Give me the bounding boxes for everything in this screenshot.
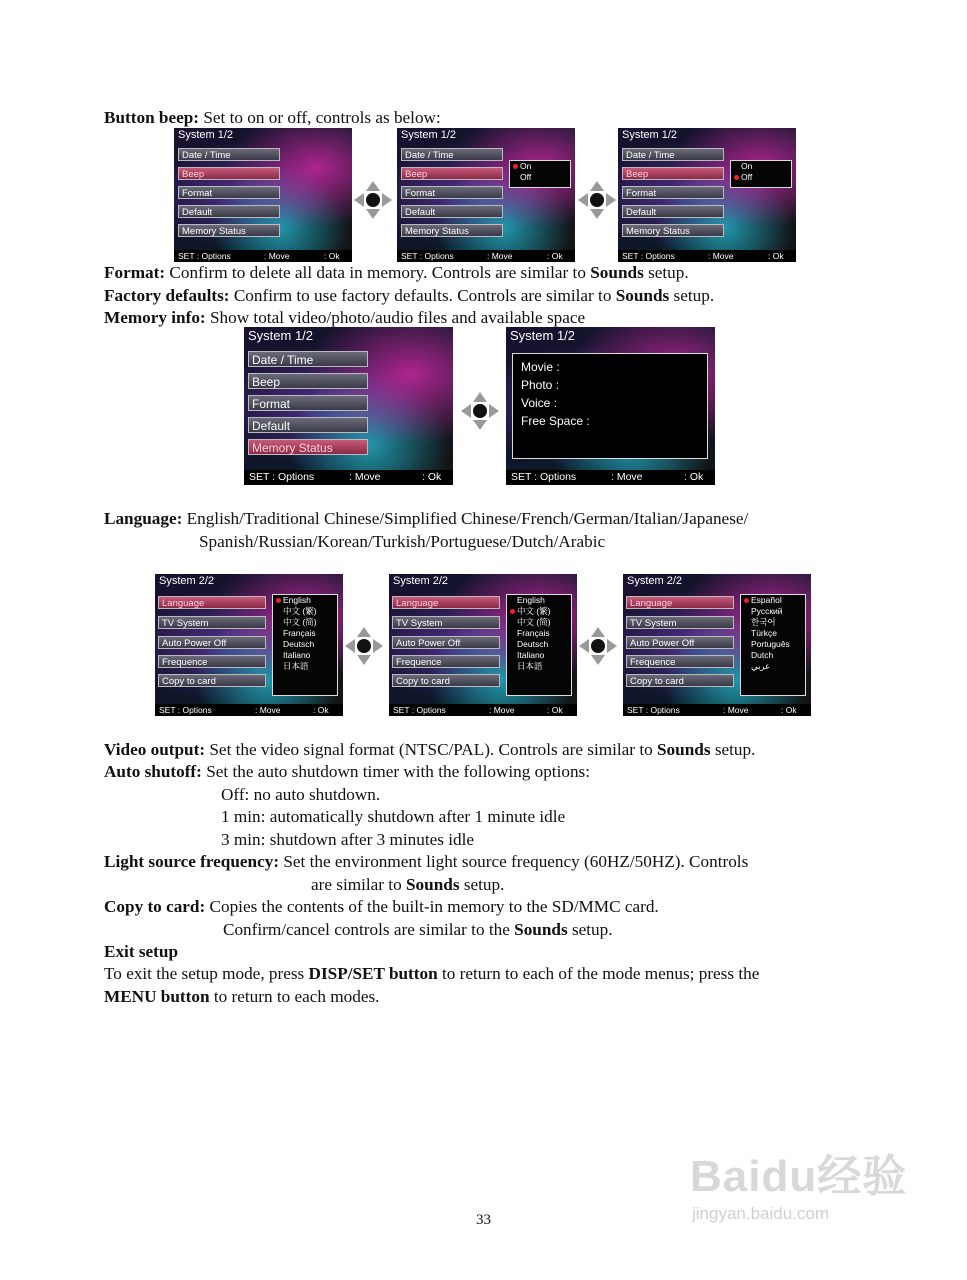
factory-text-end: setup. — [669, 286, 715, 305]
lang-option[interactable]: 中文 (繁) — [507, 606, 571, 617]
light-bold: Sounds — [405, 875, 460, 894]
copy-label: Copy to card: — [104, 897, 206, 916]
copy-bold: Sounds — [514, 920, 568, 939]
lang-option[interactable]: 日本語 — [283, 661, 309, 671]
menu-item-beep[interactable]: Beep — [248, 373, 368, 389]
copy-para — [104, 896, 659, 918]
menu-item-auto-power-off[interactable]: Auto Power Off — [626, 636, 734, 649]
language-label: Language: — [104, 509, 183, 528]
memory-voice: Voice : — [521, 396, 558, 410]
menu-item-frequence[interactable]: Frequence — [158, 655, 266, 668]
lang-option[interactable]: Español — [741, 595, 805, 606]
screen-memory-status — [244, 327, 453, 485]
video-bold: Sounds — [657, 740, 711, 759]
video-text: Set the video signal format (NTSC/PAL). Controls are similar to — [205, 740, 657, 759]
language-para — [104, 508, 748, 530]
exit-bold1: DISP/SET button — [308, 964, 438, 983]
copy-line2 — [223, 919, 613, 941]
menu-item-default[interactable]: Default — [401, 205, 503, 218]
screen-title: System 2/2 — [627, 575, 683, 587]
exit-para — [104, 963, 759, 985]
screen-title: System 1/2 — [178, 129, 234, 141]
screen-title: System 2/2 — [393, 575, 449, 587]
bar-move: : Move — [255, 705, 281, 715]
menu-item-format[interactable]: Format — [622, 186, 724, 199]
menu-item-memory-status[interactable]: Memory Status — [401, 224, 503, 237]
bar-set: SET : Options — [622, 251, 675, 261]
screen-status-bar — [618, 250, 796, 262]
screen-title: System 1/2 — [510, 328, 576, 343]
option-on[interactable]: On — [741, 161, 753, 171]
menu-item-memory-status[interactable]: Memory Status — [178, 224, 280, 237]
lang-option[interactable]: Português — [751, 639, 790, 649]
option-off[interactable]: Off — [731, 172, 791, 183]
watermark-brand: Baidu经验 — [690, 1152, 908, 1201]
screen-system2-a — [155, 574, 343, 716]
exit-text1: To exit the setup mode, press — [104, 964, 309, 983]
menu-item-auto-power-off[interactable]: Auto Power Off — [392, 636, 500, 649]
bar-ok: : Ok — [422, 471, 442, 483]
auto-para — [104, 761, 590, 783]
memory-movie: Movie : — [521, 360, 560, 374]
menu-item-format[interactable]: Format — [401, 186, 503, 199]
screen-memory-info — [506, 327, 715, 485]
menu-item-memory-status[interactable]: Memory Status — [248, 439, 368, 455]
menu-item-default[interactable]: Default — [178, 205, 280, 218]
format-bold: Sounds — [590, 263, 644, 282]
menu-item-tv-system[interactable]: TV System — [392, 616, 500, 629]
lang-option[interactable]: 中文 (简) — [283, 617, 317, 627]
dpad-icon — [579, 627, 617, 665]
bar-set: SET : Options — [178, 251, 231, 261]
menu-item-language[interactable]: Language — [158, 596, 266, 609]
lang-option[interactable]: 한국어 — [751, 617, 776, 627]
screen-title: System 1/2 — [622, 129, 678, 141]
bar-ok: : Ok — [313, 705, 329, 715]
screen-status-bar — [389, 704, 577, 716]
lang-option[interactable]: Dutch — [751, 650, 774, 660]
light-para — [104, 851, 748, 873]
copy-line2-text: Confirm/cancel controls are similar to the — [223, 920, 515, 939]
screen-beep-on — [397, 128, 575, 262]
video-label: Video output: — [104, 740, 206, 759]
menu-item-auto-power-off[interactable]: Auto Power Off — [158, 636, 266, 649]
beep-popup — [509, 160, 571, 188]
exit-heading-text: Exit setup — [104, 942, 179, 961]
button-beep-para — [104, 107, 441, 129]
menu-item-copy-to-card[interactable]: Copy to card — [158, 674, 266, 687]
exit-text2: to return to each of the mode menus; press the — [437, 964, 760, 983]
button-beep-text: Set to on or off, controls as below: — [199, 108, 441, 127]
option-off[interactable]: Off — [520, 172, 532, 182]
menu-item-memory-status[interactable]: Memory Status — [622, 224, 724, 237]
memory-text: Show total video/photo/audio files and available space — [205, 308, 586, 327]
bar-move: : Move — [611, 471, 643, 483]
bar-set: SET : Options — [393, 705, 446, 715]
menu-item-copy-to-card[interactable]: Copy to card — [392, 674, 500, 687]
lang-option[interactable]: عربي — [751, 661, 771, 671]
menu-item-date-time[interactable]: Date / Time — [401, 148, 503, 161]
page-number: 33 — [476, 1212, 491, 1228]
menu-item-tv-system[interactable]: TV System — [158, 616, 266, 629]
exit-bold2: MENU button — [104, 987, 210, 1006]
bar-move: : Move — [489, 705, 515, 715]
button-beep-label: Button beep: — [104, 108, 200, 127]
bar-set: SET : Options — [511, 471, 577, 483]
lang-option[interactable]: Français — [517, 628, 550, 638]
dpad-icon — [354, 181, 392, 219]
screen-beep-off — [618, 128, 796, 262]
bar-move: : Move — [723, 705, 749, 715]
auto-text: Set the auto shutdown timer with the following options: — [201, 762, 591, 781]
bar-ok: : Ok — [547, 705, 563, 715]
light-label: Light source frequency: — [104, 852, 280, 871]
screen-status-bar — [623, 704, 811, 716]
exit-text3: to return to each modes. — [209, 987, 380, 1006]
menu-item-date-time[interactable]: Date / Time — [178, 148, 280, 161]
auto-option-off: Off: no auto shutdown. — [221, 785, 381, 804]
screen-title: System 1/2 — [248, 328, 314, 343]
menu-item-language[interactable]: Language — [392, 596, 500, 609]
bar-ok: : Ok — [324, 251, 340, 261]
memory-free-space: Free Space : — [521, 414, 590, 428]
video-para — [104, 739, 755, 761]
lang-option[interactable]: English — [273, 595, 337, 606]
lang-option[interactable]: Deutsch — [283, 639, 315, 649]
screen-system1-beep — [174, 128, 352, 262]
bar-set: SET : Options — [159, 705, 212, 715]
menu-item-copy-to-card[interactable]: Copy to card — [626, 674, 734, 687]
bar-set: SET : Options — [401, 251, 454, 261]
language-text: English/Traditional Chinese/Simplified Chinese/French/German/Italian/Japanese/ — [182, 509, 749, 528]
lang-option[interactable]: Deutsch — [517, 639, 549, 649]
beep-popup — [730, 160, 792, 188]
lang-option[interactable]: Türkçe — [751, 628, 777, 638]
bar-set: SET : Options — [249, 471, 315, 483]
menu-item-date-time[interactable]: Date / Time — [248, 351, 368, 367]
language-popup — [740, 594, 806, 696]
bar-move: : Move — [708, 251, 734, 261]
bar-move: : Move — [487, 251, 513, 261]
watermark-url: jingyan.baidu.com — [692, 1204, 830, 1223]
factory-text: Confirm to use factory defaults. Controls are similar to — [229, 286, 616, 305]
screen-system2-b — [389, 574, 577, 716]
language-text-line2: Spanish/Russian/Korean/Turkish/Portuguese/Dutch/Arabic — [199, 532, 606, 551]
memory-label: Memory info: — [104, 308, 206, 327]
format-text: Confirm to delete all data in memory. Controls are similar to — [165, 263, 591, 282]
menu-item-frequence[interactable]: Frequence — [626, 655, 734, 668]
light-line2-end: setup. — [459, 875, 505, 894]
menu-item-beep[interactable]: Beep — [401, 167, 503, 180]
light-text: Set the environment light source frequency (60HZ/50HZ). Controls — [279, 852, 749, 871]
menu-item-format[interactable]: Format — [178, 186, 280, 199]
lang-option[interactable]: Français — [283, 628, 316, 638]
auto-label: Auto shutoff: — [104, 762, 202, 781]
screen-status-bar — [155, 704, 343, 716]
copy-text: Copies the contents of the built-in memory to the SD/MMC card. — [205, 897, 659, 916]
format-label: Format: — [104, 263, 166, 282]
option-on[interactable]: On — [510, 161, 570, 172]
lang-option[interactable]: English — [517, 595, 545, 605]
lang-option[interactable]: Русский — [751, 606, 783, 616]
light-line2-text: are similar to — [311, 875, 406, 894]
bar-ok: : Ok — [781, 705, 797, 715]
screen-title: System 2/2 — [159, 575, 215, 587]
lang-option[interactable]: 中文 (繁) — [283, 606, 317, 616]
menu-item-frequence[interactable]: Frequence — [392, 655, 500, 668]
bar-move: : Move — [264, 251, 290, 261]
language-popup — [272, 594, 338, 696]
bar-move: : Move — [349, 471, 381, 483]
factory-para — [104, 285, 714, 307]
menu-item-beep[interactable]: Beep — [622, 167, 724, 180]
language-popup — [506, 594, 572, 696]
factory-label: Factory defaults: — [104, 286, 230, 305]
lang-option[interactable]: 中文 (简) — [517, 617, 551, 627]
screen-title: System 1/2 — [401, 129, 457, 141]
memory-photo: Photo : — [521, 378, 560, 392]
menu-item-default[interactable]: Default — [622, 205, 724, 218]
menu-item-beep[interactable]: Beep — [178, 167, 280, 180]
bar-ok: : Ok — [768, 251, 784, 261]
menu-item-date-time[interactable]: Date / Time — [622, 148, 724, 161]
light-line2 — [311, 874, 504, 896]
dpad-icon — [461, 392, 499, 430]
screen-status-bar — [397, 250, 575, 262]
auto-option-1min: 1 min: automatically shutdown after 1 minute idle — [221, 807, 566, 826]
factory-bold: Sounds — [615, 286, 670, 305]
dpad-icon — [345, 627, 383, 665]
memory-para — [104, 307, 585, 329]
lang-option[interactable]: Italiano — [517, 650, 545, 660]
menu-item-default[interactable]: Default — [248, 417, 368, 433]
lang-option[interactable]: 日本語 — [517, 661, 543, 671]
menu-item-tv-system[interactable]: TV System — [626, 616, 734, 629]
screen-status-bar — [506, 470, 715, 485]
exit-para-line2 — [104, 986, 379, 1008]
bar-ok: : Ok — [684, 471, 704, 483]
format-para — [104, 262, 689, 284]
screen-status-bar — [174, 250, 352, 262]
copy-line2-end: setup. — [567, 920, 613, 939]
menu-item-format[interactable]: Format — [248, 395, 368, 411]
format-text-end: setup. — [643, 263, 689, 282]
screen-system2-c — [623, 574, 811, 716]
dpad-icon — [578, 181, 616, 219]
memory-info-box — [512, 353, 708, 459]
screen-status-bar — [244, 470, 453, 485]
bar-ok: : Ok — [547, 251, 563, 261]
menu-item-language[interactable]: Language — [626, 596, 734, 609]
auto-option-3min: 3 min: shutdown after 3 minutes idle — [221, 830, 475, 849]
bar-set: SET : Options — [627, 705, 680, 715]
lang-option[interactable]: Italiano — [283, 650, 311, 660]
exit-heading — [104, 941, 178, 963]
video-text-end: setup. — [710, 740, 756, 759]
